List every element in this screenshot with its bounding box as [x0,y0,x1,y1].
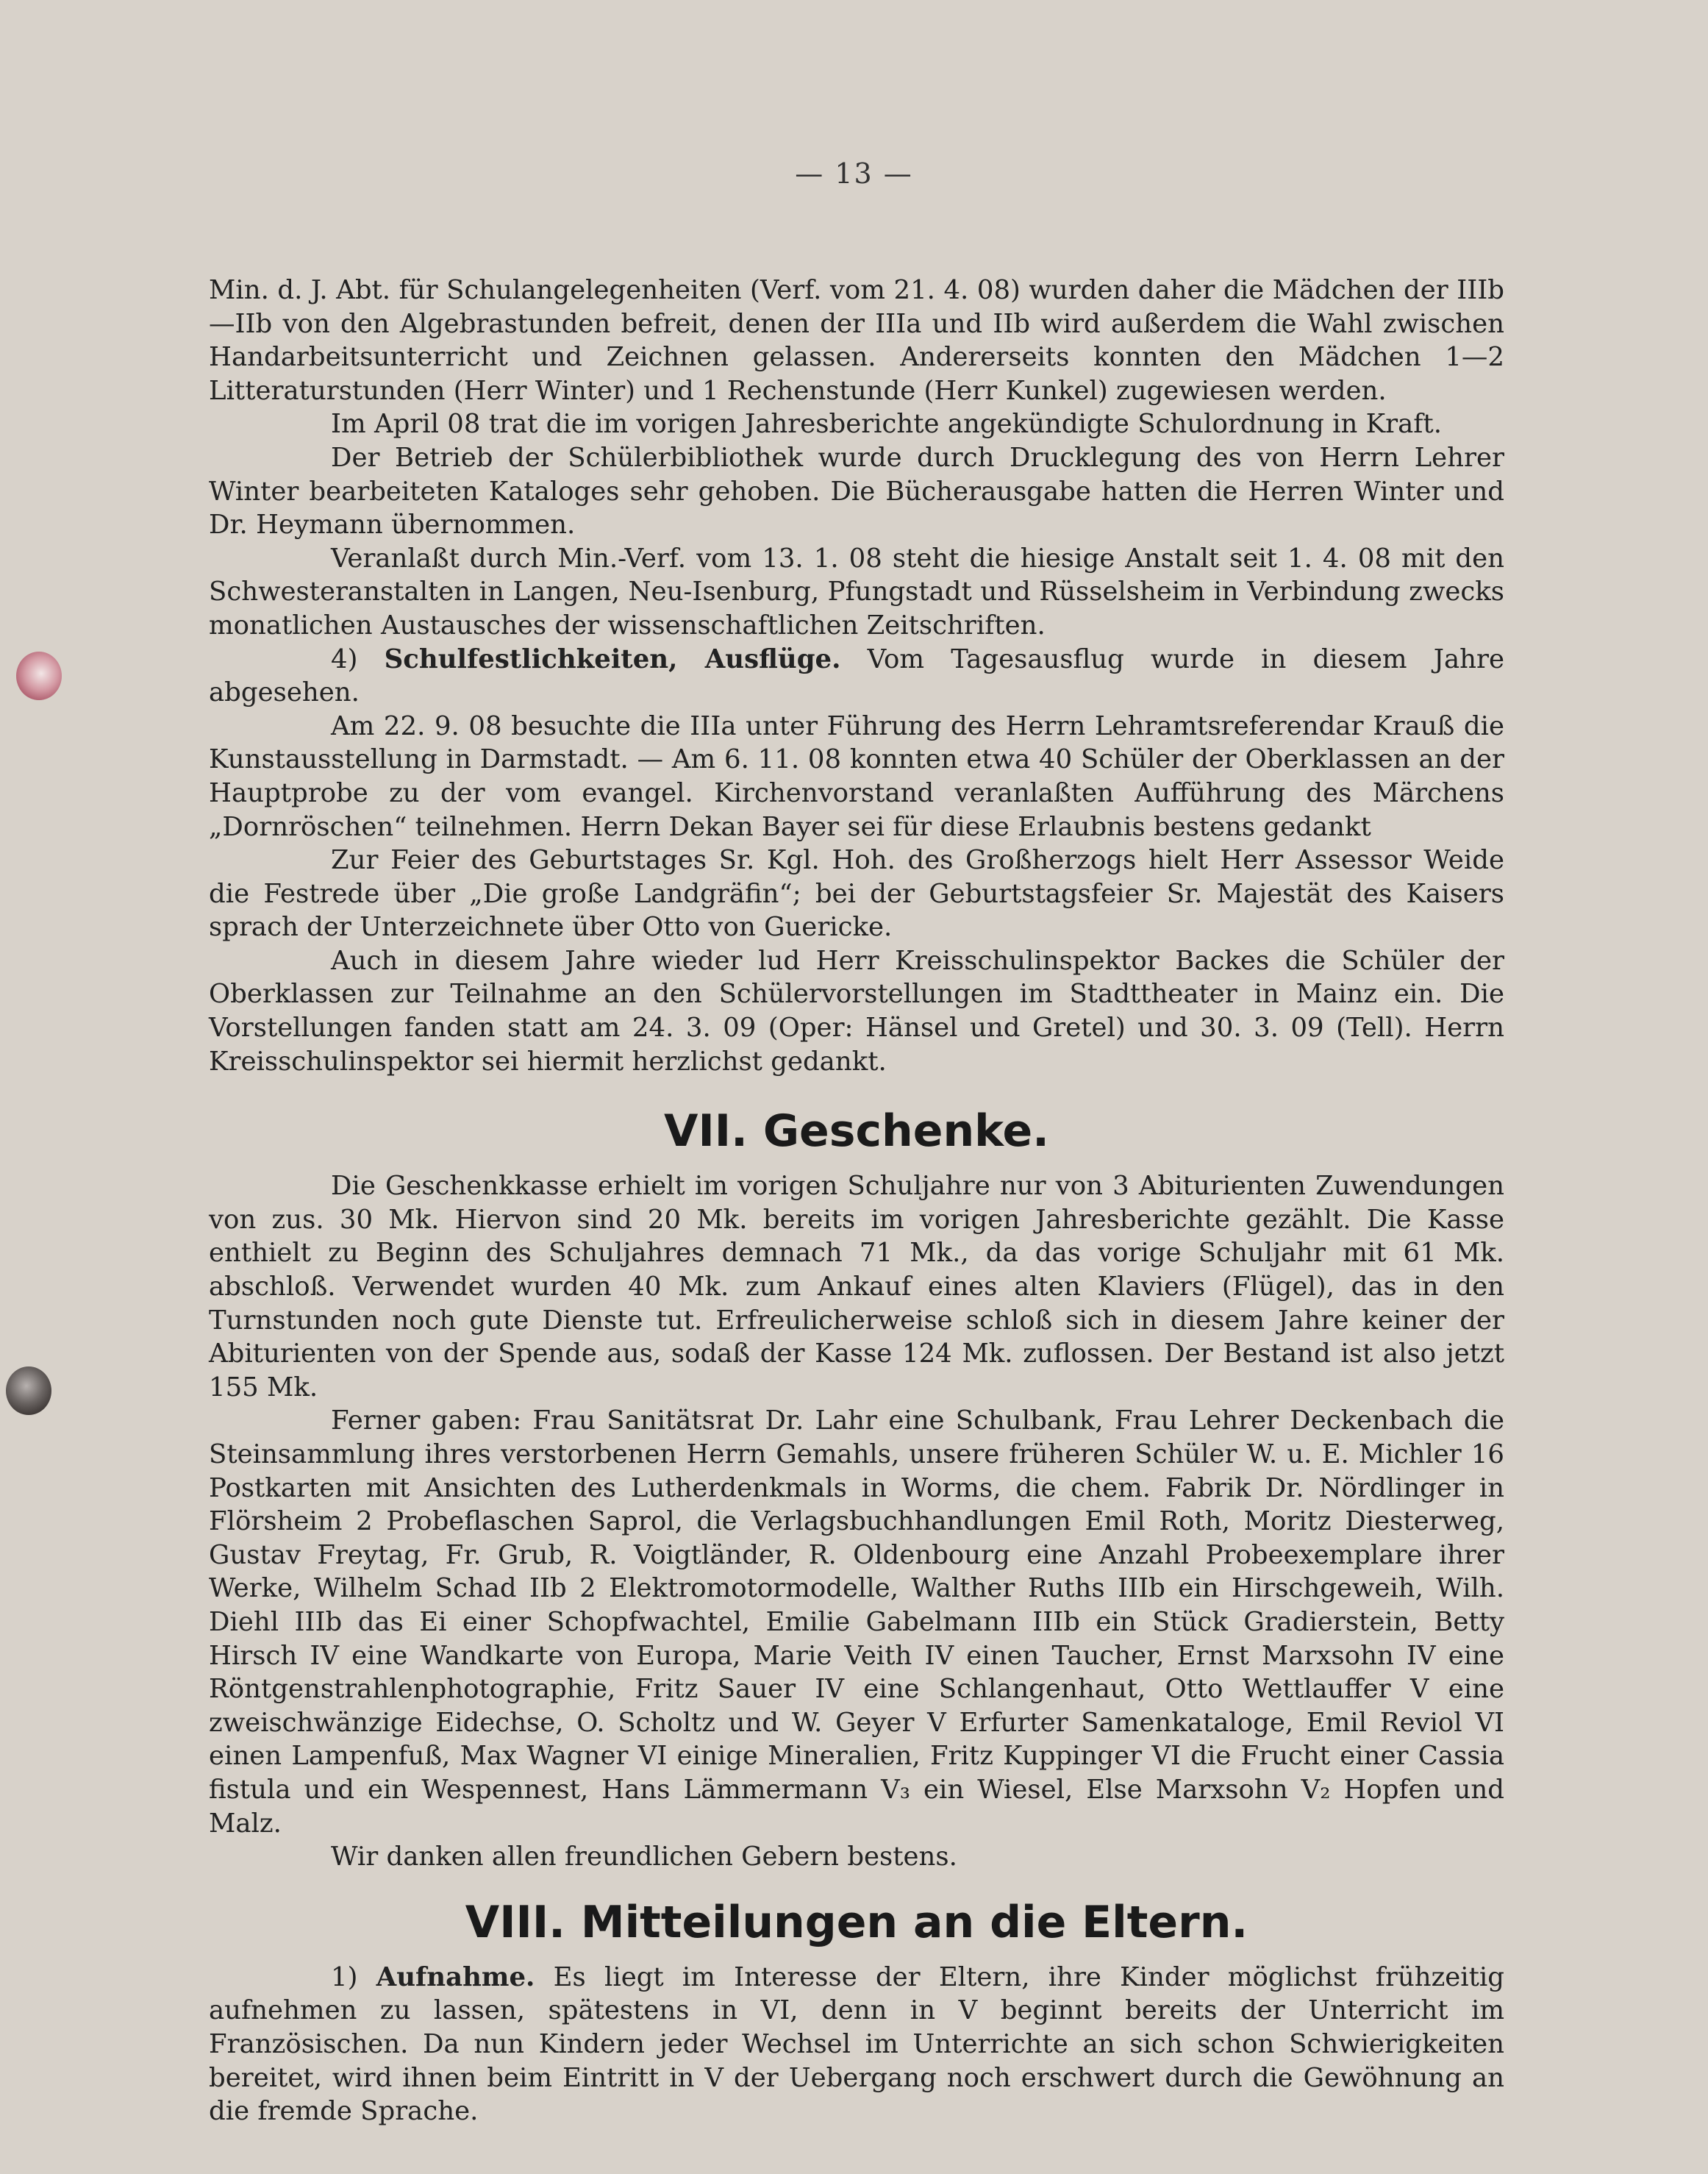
section-heading-vii: VII. Geschenke. [664,1105,1049,1158]
paragraph: Der Betrieb der Schülerbibliothek wurde durch Drucklegung des von Herrn Lehrer Winter bearbeiteten Kataloges sehr gehoben. Die Bücherausgabe hatten die Herren Winter und Dr. Heymann übernommen. [209,442,1504,541]
paragraph: Min. d. J. Abt. für Schulangelegenheiten (Verf. vom 21. 4. 08) wurden daher die Mädchen der IIIb—IIb von den Algebrastunden befreit, denen der IIIa und IIb wird außerdem die Wahl zwischen Handarbeitsunterricht und Zeichnen gelassen. Andererseits konnten den Mädchen 1—2 Litteraturstunden (Herr Winter) und 1 Rechenstunde (Herr Kunkel) zugewiesen werden. [209,275,1504,406]
paragraph: Ferner gaben: Frau Sanitätsrat Dr. Lahr eine Schulbank, Frau Lehrer Deckenbach die Steinsammlung ihres verstorbenen Herrn Gemahls, unsere früheren Schüler W. u. E. Michler 16 Postkarten mit Ansichten des Lutherdenkmals in Worms, die chem. Fabrik Dr. Nördlinger in Flörsheim 2 Probeflaschen Saprol, die Verlagsbuchhandlungen Emil Roth, Moritz Diesterweg, Gustav Freytag, Fr. Grub, R. Voigtländer, R. Oldenbourg eine Anzahl Probeexemplare ihrer Werke, Wilhelm Schad IIb 2 Elektromotormodelle, Walther Ruths IIIb ein Hirschgeweih, Wilh. Diehl IIIb das Ei einer Schopfwachtel, Emilie Gabelmann IIIb ein Stück Gradierstein, Betty Hirsch IV eine Wandkarte von Europa, Marie Veith IV einen Taucher, Ernst Marxsohn IV eine Röntgenstrahlenphotographie, Fritz Sauer IV eine Schlangenhaut, Otto Wettlauffer V eine zweischwänzige Eidechse, O. Scholtz und W. Geyer V Erfurter Samenkataloge, Emil Reviol VI einen Lampenfuß, Max Wagner VI einige Mineralien, Fritz Kuppinger VI die Frucht einer Cassia fistula und ein Wespennest, Hans Lämmermann V₃ ein Wiesel, Else Marxsohn V₂ Hopfen und Malz. [209,1405,1504,1839]
body-text [209,274,1504,2128]
paragraph: Auch in diesem Jahre wieder lud Herr Kreisschulinspektor Backes die Schüler der Oberklassen zur Teilnahme an den Schülervorstellungen im Stadttheater in Mainz ein. Die Vorstellungen fanden statt am 24. 3. 09 (Oper: Hänsel und Gretel) und 30. 3. 09 (Tell). Herrn Kreisschulinspektor sei hiermit herzlichst gedankt. [209,945,1504,1077]
item-number: 4) [331,644,358,674]
item-number: 1) [331,1961,358,1992]
paragraph: Veranlaßt durch Min.-Verf. vom 13. 1. 08 steht die hiesige Anstalt seit 1. 4. 08 mit den Schwesteranstalten in Langen, Neu-Isenburg, Pfungstadt und Rüsselsheim in Verbindung zwecks monatlichen Austausches der wissenschaftlichen Zeitschriften. [209,543,1504,641]
paragraph: Im April 08 trat die im vorigen Jahresberichte angekündigte Schulordnung in Kraft. [331,409,1442,440]
item-heading: Schulfestlichkeiten, Ausflüge. [384,644,841,674]
paragraph-item-4 [209,643,1504,710]
paragraph: Zur Feier des Geburtstages Sr. Kgl. Hoh. des Großherzogs hielt Herr Assessor Weide die Festrede über „Die große Landgräfin“; bei der Geburtstagsfeier Sr. Majestät des Kaisers sprach der Unterzeichnete über Otto von Guericke. [209,845,1504,943]
punch-hole [16,652,62,700]
page-number: — 13 — [795,157,913,190]
paragraph-aufnahme [209,1961,1504,2128]
item-text: Es liegt im Interesse der Eltern, ihre Kinder möglichst frühzeitig aufnehmen zu lassen, spätestens in VI, denn in V beginnt bereits der Unterricht im Französischen. Da nun Kindern jeder Wechsel im Unterrichte an sich schon Schwierigkeiten bereitet, wird ihnen beim Eintritt in V der Uebergang noch erschwert durch die Gewöhnung an die fremde Sprache. [209,1961,1504,2127]
paragraph: Wir danken allen freundlichen Gebern bestens. [331,1842,957,1872]
punch-hole [6,1366,51,1415]
section-heading-viii: VIII. Mitteilungen an die Eltern. [465,1896,1248,1948]
item-text: Vom Tagesausflug wurde in diesem Jahre abgesehen. [209,644,1504,708]
item-heading: Aufnahme. [376,1961,535,1992]
paragraph: Die Geschenkkasse erhielt im vorigen Schuljahre nur von 3 Abiturienten Zuwendungen von zus. 30 Mk. Hiervon sind 20 Mk. bereits im vorigen Jahresberichte gezählt. Die Kasse enthielt zu Beginn des Schuljahres demnach 71 Mk., da das vorige Schuljahr mit 61 Mk. abschloß. Verwendet wurden 40 Mk. zum Ankauf eines alten Klaviers (Flügel), das in den Turnstunden noch gute Dienste tut. Erfreulicherweise schloß sich in diesem Jahre keiner der Abiturienten von der Spende aus, sodaß der Kasse 124 Mk. zuflossen. Der Bestand ist also jetzt 155 Mk. [209,1171,1504,1403]
paragraph: Am 22. 9. 08 besuchte die IIIa unter Führung des Herrn Lehramtsreferendar Krauß die Kunstausstellung in Darmstadt. — Am 6. 11. 08 konnten etwa 40 Schüler der Oberklassen an der Hauptprobe zu der vom evangel. Kirchenvorstand veranlaßten Aufführung des Märchens „Dornröschen“ teilnehmen. Herrn Dekan Bayer sei für diese Erlaubnis bestens gedankt [209,710,1504,842]
